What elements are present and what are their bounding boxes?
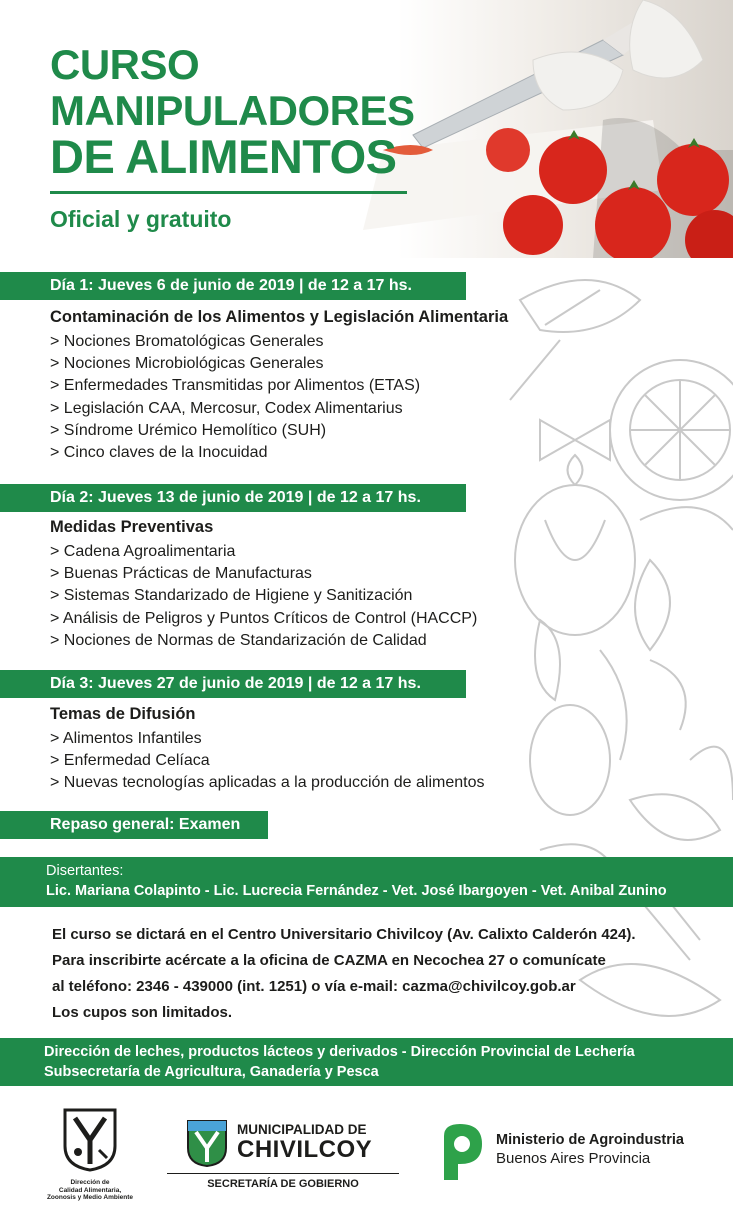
list-item: > Nuevas tecnologías aplicadas a la producción de alimentos (50, 774, 485, 792)
list-item: > Nociones de Normas de Standarización de Calidad (50, 631, 427, 649)
day-2-band: Día 2: Jueves 13 de junio de 2019 | de 12 a 17 hs. (0, 484, 466, 512)
organizer-line-2: Subsecretaría de Agricultura, Ganadería y Pesca (44, 1064, 379, 1080)
ministry-name: Ministerio de Agroindustria (496, 1132, 684, 1148)
day-2-title: Medidas Preventivas (50, 518, 214, 536)
cazma-logo (42, 1106, 138, 1202)
info-line-venue: El curso se dictará en el Centro Universitario Chivilcoy (Av. Calixto Calderón 424). (52, 926, 636, 943)
info-line-limited: Los cupos son limitados. (52, 1004, 233, 1021)
organizer-line-1: Dirección de leches, productos lácteos y derivados - Dirección Provincial de Lechería (44, 1044, 635, 1060)
list-item: > Nociones Microbiológicas Generales (50, 355, 324, 373)
review-exam-band: Repaso general: Examen (0, 811, 268, 839)
list-item: > Legislación CAA, Mercosur, Codex Alimentarius (50, 399, 403, 417)
day-3-title: Temas de Difusión (50, 705, 196, 723)
municipality-city: CHIVILCOY (237, 1136, 373, 1163)
ministry-province: Buenos Aires Provincia (496, 1150, 651, 1167)
cazma-caption-line: Dirección de (70, 1179, 110, 1186)
municipality-secretariat: SECRETARÍA DE GOBIERNO (207, 1178, 359, 1190)
hero-section (0, 0, 733, 258)
day-2-topic-list (50, 541, 477, 652)
list-item: > Sistemas Standarizado de Higiene y Sanitización (50, 587, 413, 605)
cazma-caption (42, 1179, 138, 1202)
speakers-band (0, 857, 733, 907)
list-item: > Nociones Bromatológicas Generales (50, 333, 324, 350)
list-item: > Alimentos Infantiles (50, 730, 202, 747)
organizers-band (0, 1038, 733, 1086)
list-item: > Enfermedades Transmitidas por Alimentos (ETAS) (50, 377, 421, 395)
ministry-logo (436, 1120, 716, 1184)
list-item: > Síndrome Urémico Hemolítico (SUH) (50, 421, 327, 439)
municipality-label: MUNICIPALIDAD DE (237, 1122, 367, 1137)
list-item: > Buenas Prácticas de Manufacturas (50, 565, 312, 583)
speakers-label: Disertantes: (46, 863, 124, 879)
speakers-names: Lic. Mariana Colapinto - Lic. Lucrecia Fernández - Vet. José Ibargoyen - Vet. Anibal Zunino (46, 883, 667, 899)
day-1-title: Contaminación de los Alimentos y Legislación Alimentaria (50, 308, 509, 326)
municipality-divider (167, 1173, 399, 1174)
info-line-registration: Para inscribirte acércate a la oficina de CAZMA en Necochea 27 o comunícate (52, 952, 606, 969)
day-3-topic-list (50, 728, 485, 795)
municipality-logo (167, 1116, 399, 1196)
cazma-caption-line: Calidad Alimentaria, (58, 1186, 122, 1194)
day-1-band: Día 1: Jueves 6 de junio de 2019 | de 12 a 17 hs. (0, 272, 466, 300)
title-line-1: CURSO (50, 41, 200, 88)
list-item: > Cinco claves de la Inocuidad (50, 444, 268, 462)
municipality-shield-icon (185, 1118, 229, 1168)
title-line-3: DE ALIMENTOS (50, 130, 397, 183)
list-item: > Análisis de Peligros y Puntos Críticos de Control (HACCP) (50, 609, 478, 627)
title-line-2: MANIPULADORES (50, 87, 415, 134)
course-title (50, 41, 415, 183)
day-3-band: Día 3: Jueves 27 de junio de 2019 | de 12 a 17 hs. (0, 670, 466, 698)
list-item: > Enfermedad Celíaca (50, 752, 210, 770)
course-info (52, 922, 636, 1026)
chivilcoy-shield-icon (61, 1106, 119, 1172)
ministry-p-icon (436, 1120, 488, 1184)
title-underline (50, 191, 407, 194)
day-1-topic-list (50, 331, 420, 464)
cazma-caption-line: Zoonosis y Medio Ambiente (46, 1194, 134, 1201)
subtitle: Oficial y gratuito (50, 206, 232, 232)
list-item: > Cadena Agroalimentaria (50, 543, 236, 560)
info-line-contact: al teléfono: 2346 - 439000 (int. 1251) o vía e-mail: cazma@chivilcoy.gob.ar (52, 978, 576, 995)
